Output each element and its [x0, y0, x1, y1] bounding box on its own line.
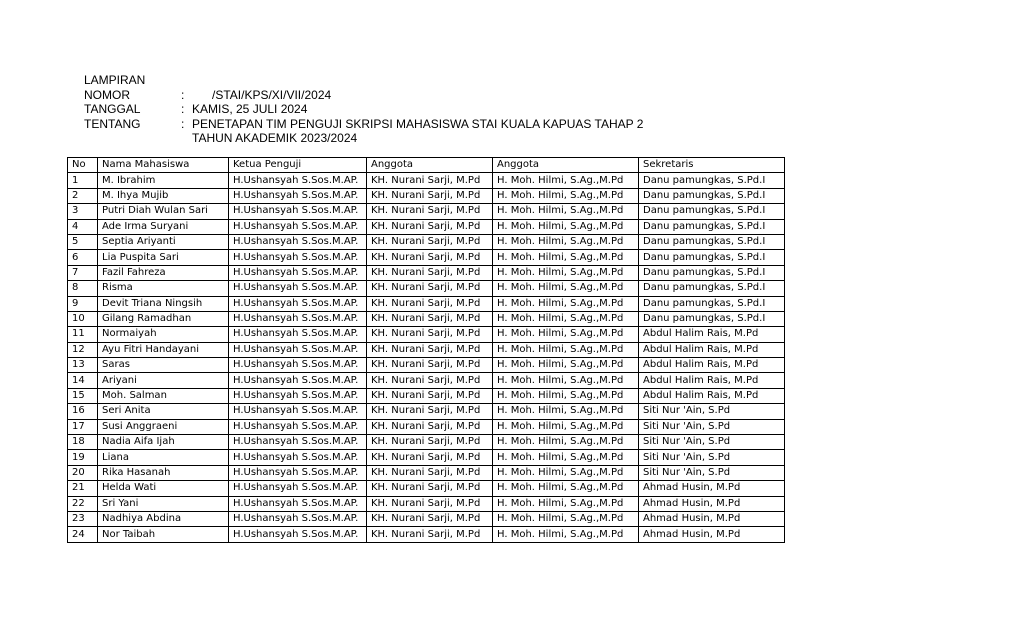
cell-sekretaris: Abdul Halim Rais, M.Pd: [639, 358, 785, 373]
col-header-anggota-2: Anggota: [493, 158, 639, 173]
cell-anggota-2: H. Moh. Hilmi, S.Ag.,M.Pd: [493, 358, 639, 373]
cell-sekretaris: Siti Nur 'Ain, S.Pd: [639, 435, 785, 450]
cell-sekretaris: Abdul Halim Rais, M.Pd: [639, 373, 785, 388]
cell-ketua: H.Ushansyah S.Sos.M.AP.: [229, 388, 367, 403]
cell-anggota-1: KH. Nurani Sarji, M.Pd: [367, 373, 493, 388]
cell-anggota-1: KH. Nurani Sarji, M.Pd: [367, 404, 493, 419]
cell-sekretaris: Siti Nur 'Ain, S.Pd: [639, 419, 785, 434]
cell-no: 9: [68, 296, 98, 311]
cell-ketua: H.Ushansyah S.Sos.M.AP.: [229, 465, 367, 480]
cell-nama: Septia Ariyanti: [98, 234, 229, 249]
cell-no: 8: [68, 281, 98, 296]
table-row: [68, 373, 785, 388]
cell-no: 10: [68, 311, 98, 326]
cell-no: 2: [68, 188, 98, 203]
cell-nama: Nadia Aifa Ijah: [98, 435, 229, 450]
cell-no: 19: [68, 450, 98, 465]
cell-ketua: H.Ushansyah S.Sos.M.AP.: [229, 450, 367, 465]
cell-sekretaris: Abdul Halim Rais, M.Pd: [639, 327, 785, 342]
document-header: [84, 73, 643, 146]
table-row: [68, 419, 785, 434]
cell-no: 20: [68, 465, 98, 480]
col-header-no: No: [68, 158, 98, 173]
table-header-row: [68, 158, 785, 173]
cell-ketua: H.Ushansyah S.Sos.M.AP.: [229, 511, 367, 526]
table-row: [68, 219, 785, 234]
cell-anggota-2: H. Moh. Hilmi, S.Ag.,M.Pd: [493, 173, 639, 188]
nomor-colon: :: [181, 87, 185, 102]
tanggal-label: TANGGAL: [84, 102, 141, 116]
table-row: [68, 327, 785, 342]
tentang-continuation: TAHUN AKADEMIK 2023/2024: [192, 131, 358, 145]
cell-nama: Sri Yani: [98, 496, 229, 511]
table-row: [68, 404, 785, 419]
cell-anggota-1: KH. Nurani Sarji, M.Pd: [367, 219, 493, 234]
cell-ketua: H.Ushansyah S.Sos.M.AP.: [229, 188, 367, 203]
cell-no: 14: [68, 373, 98, 388]
cell-anggota-1: KH. Nurani Sarji, M.Pd: [367, 496, 493, 511]
cell-anggota-1: KH. Nurani Sarji, M.Pd: [367, 511, 493, 526]
cell-sekretaris: Danu pamungkas, S.Pd.I: [639, 204, 785, 219]
cell-ketua: H.Ushansyah S.Sos.M.AP.: [229, 327, 367, 342]
cell-nama: Gilang Ramadhan: [98, 311, 229, 326]
cell-anggota-1: KH. Nurani Sarji, M.Pd: [367, 465, 493, 480]
cell-sekretaris: Danu pamungkas, S.Pd.I: [639, 250, 785, 265]
header-row-nomor: [84, 88, 643, 103]
cell-nama: Saras: [98, 358, 229, 373]
cell-anggota-2: H. Moh. Hilmi, S.Ag.,M.Pd: [493, 404, 639, 419]
cell-nama: M. Ihya Mujib: [98, 188, 229, 203]
cell-nama: Nadhiya Abdina: [98, 511, 229, 526]
cell-sekretaris: Abdul Halim Rais, M.Pd: [639, 342, 785, 357]
cell-nama: Seri Anita: [98, 404, 229, 419]
cell-ketua: H.Ushansyah S.Sos.M.AP.: [229, 527, 367, 542]
cell-ketua: H.Ushansyah S.Sos.M.AP.: [229, 311, 367, 326]
cell-sekretaris: Ahmad Husin, M.Pd: [639, 511, 785, 526]
cell-no: 3: [68, 204, 98, 219]
cell-anggota-2: H. Moh. Hilmi, S.Ag.,M.Pd: [493, 234, 639, 249]
cell-sekretaris: Siti Nur 'Ain, S.Pd: [639, 404, 785, 419]
cell-no: 6: [68, 250, 98, 265]
table-row: [68, 234, 785, 249]
cell-anggota-1: KH. Nurani Sarji, M.Pd: [367, 204, 493, 219]
tanggal-value: KAMIS, 25 JULI 2024: [192, 102, 308, 116]
cell-anggota-2: H. Moh. Hilmi, S.Ag.,M.Pd: [493, 296, 639, 311]
cell-sekretaris: Ahmad Husin, M.Pd: [639, 496, 785, 511]
cell-anggota-2: H. Moh. Hilmi, S.Ag.,M.Pd: [493, 265, 639, 280]
cell-anggota-2: H. Moh. Hilmi, S.Ag.,M.Pd: [493, 527, 639, 542]
cell-no: 11: [68, 327, 98, 342]
cell-no: 1: [68, 173, 98, 188]
cell-anggota-2: H. Moh. Hilmi, S.Ag.,M.Pd: [493, 419, 639, 434]
cell-anggota-1: KH. Nurani Sarji, M.Pd: [367, 388, 493, 403]
cell-anggota-2: H. Moh. Hilmi, S.Ag.,M.Pd: [493, 373, 639, 388]
cell-sekretaris: Danu pamungkas, S.Pd.I: [639, 188, 785, 203]
table-row: [68, 250, 785, 265]
cell-nama: Liana: [98, 450, 229, 465]
cell-nama: Fazil Fahreza: [98, 265, 229, 280]
table-row: [68, 342, 785, 357]
cell-ketua: H.Ushansyah S.Sos.M.AP.: [229, 373, 367, 388]
table-row: [68, 296, 785, 311]
cell-anggota-1: KH. Nurani Sarji, M.Pd: [367, 311, 493, 326]
cell-anggota-2: H. Moh. Hilmi, S.Ag.,M.Pd: [493, 219, 639, 234]
cell-sekretaris: Danu pamungkas, S.Pd.I: [639, 281, 785, 296]
cell-ketua: H.Ushansyah S.Sos.M.AP.: [229, 404, 367, 419]
cell-sekretaris: Danu pamungkas, S.Pd.I: [639, 219, 785, 234]
cell-anggota-2: H. Moh. Hilmi, S.Ag.,M.Pd: [493, 435, 639, 450]
cell-no: 15: [68, 388, 98, 403]
table-row: [68, 265, 785, 280]
table-row: [68, 311, 785, 326]
cell-no: 21: [68, 481, 98, 496]
header-title: [84, 73, 643, 88]
cell-nama: Putri Diah Wulan Sari: [98, 204, 229, 219]
cell-anggota-2: H. Moh. Hilmi, S.Ag.,M.Pd: [493, 465, 639, 480]
cell-anggota-1: KH. Nurani Sarji, M.Pd: [367, 188, 493, 203]
cell-sekretaris: Ahmad Husin, M.Pd: [639, 481, 785, 496]
tentang-colon: :: [181, 116, 185, 131]
cell-anggota-1: KH. Nurani Sarji, M.Pd: [367, 527, 493, 542]
table-row: [68, 527, 785, 542]
cell-anggota-1: KH. Nurani Sarji, M.Pd: [367, 234, 493, 249]
cell-ketua: H.Ushansyah S.Sos.M.AP.: [229, 358, 367, 373]
tentang-value: PENETAPAN TIM PENGUJI SKRIPSI MAHASISWA STAI KUALA KAPUAS TAHAP 2: [192, 116, 644, 131]
cell-ketua: H.Ushansyah S.Sos.M.AP.: [229, 250, 367, 265]
cell-no: 23: [68, 511, 98, 526]
cell-nama: Normaiyah: [98, 327, 229, 342]
cell-anggota-2: H. Moh. Hilmi, S.Ag.,M.Pd: [493, 281, 639, 296]
table-row: [68, 358, 785, 373]
cell-no: 5: [68, 234, 98, 249]
cell-anggota-1: KH. Nurani Sarji, M.Pd: [367, 358, 493, 373]
cell-nama: Rika Hasanah: [98, 465, 229, 480]
table-row: [68, 435, 785, 450]
cell-sekretaris: Siti Nur 'Ain, S.Pd: [639, 465, 785, 480]
cell-anggota-2: H. Moh. Hilmi, S.Ag.,M.Pd: [493, 450, 639, 465]
table-body: [68, 173, 785, 542]
cell-anggota-2: H. Moh. Hilmi, S.Ag.,M.Pd: [493, 250, 639, 265]
cell-nama: Susi Anggraeni: [98, 419, 229, 434]
cell-ketua: H.Ushansyah S.Sos.M.AP.: [229, 342, 367, 357]
cell-sekretaris: Siti Nur 'Ain, S.Pd: [639, 450, 785, 465]
cell-sekretaris: Abdul Halim Rais, M.Pd: [639, 388, 785, 403]
col-header-sekretaris: Sekretaris: [639, 158, 785, 173]
cell-anggota-1: KH. Nurani Sarji, M.Pd: [367, 281, 493, 296]
cell-sekretaris: Danu pamungkas, S.Pd.I: [639, 311, 785, 326]
table-row: [68, 481, 785, 496]
cell-nama: M. Ibrahim: [98, 173, 229, 188]
cell-no: 16: [68, 404, 98, 419]
col-header-ketua: Ketua Penguji: [229, 158, 367, 173]
col-header-nama: Nama Mahasiswa: [98, 158, 229, 173]
header-row-tentang: [84, 117, 643, 132]
table-row: [68, 204, 785, 219]
cell-anggota-2: H. Moh. Hilmi, S.Ag.,M.Pd: [493, 388, 639, 403]
nomor-label: NOMOR: [84, 87, 130, 102]
table-row: [68, 173, 785, 188]
cell-ketua: H.Ushansyah S.Sos.M.AP.: [229, 204, 367, 219]
cell-nama: Nor Taibah: [98, 527, 229, 542]
table-row: [68, 511, 785, 526]
col-header-anggota-1: Anggota: [367, 158, 493, 173]
table-row: [68, 281, 785, 296]
cell-anggota-2: H. Moh. Hilmi, S.Ag.,M.Pd: [493, 496, 639, 511]
table-row: [68, 465, 785, 480]
cell-no: 22: [68, 496, 98, 511]
cell-ketua: H.Ushansyah S.Sos.M.AP.: [229, 173, 367, 188]
cell-ketua: H.Ushansyah S.Sos.M.AP.: [229, 435, 367, 450]
cell-ketua: H.Ushansyah S.Sos.M.AP.: [229, 234, 367, 249]
cell-sekretaris: Danu pamungkas, S.Pd.I: [639, 234, 785, 249]
examiner-table: [67, 157, 785, 543]
cell-sekretaris: Danu pamungkas, S.Pd.I: [639, 265, 785, 280]
nomor-value: /STAI/KPS/XI/VII/2024: [212, 87, 332, 102]
cell-anggota-2: H. Moh. Hilmi, S.Ag.,M.Pd: [493, 188, 639, 203]
cell-no: 7: [68, 265, 98, 280]
cell-nama: Moh. Salman: [98, 388, 229, 403]
cell-sekretaris: Danu pamungkas, S.Pd.I: [639, 296, 785, 311]
cell-no: 13: [68, 358, 98, 373]
cell-anggota-2: H. Moh. Hilmi, S.Ag.,M.Pd: [493, 311, 639, 326]
cell-anggota-2: H. Moh. Hilmi, S.Ag.,M.Pd: [493, 342, 639, 357]
table-row: [68, 496, 785, 511]
cell-nama: Devit Triana Ningsih: [98, 296, 229, 311]
cell-no: 12: [68, 342, 98, 357]
header-row-tanggal: [84, 102, 643, 117]
cell-anggota-1: KH. Nurani Sarji, M.Pd: [367, 173, 493, 188]
cell-ketua: H.Ushansyah S.Sos.M.AP.: [229, 219, 367, 234]
tentang-continuation-row: [84, 131, 643, 146]
cell-anggota-2: H. Moh. Hilmi, S.Ag.,M.Pd: [493, 511, 639, 526]
cell-anggota-1: KH. Nurani Sarji, M.Pd: [367, 327, 493, 342]
cell-sekretaris: Ahmad Husin, M.Pd: [639, 527, 785, 542]
cell-ketua: H.Ushansyah S.Sos.M.AP.: [229, 496, 367, 511]
cell-ketua: H.Ushansyah S.Sos.M.AP.: [229, 281, 367, 296]
table-row: [68, 188, 785, 203]
cell-anggota-2: H. Moh. Hilmi, S.Ag.,M.Pd: [493, 204, 639, 219]
cell-ketua: H.Ushansyah S.Sos.M.AP.: [229, 296, 367, 311]
cell-no: 18: [68, 435, 98, 450]
cell-anggota-1: KH. Nurani Sarji, M.Pd: [367, 419, 493, 434]
lampiran-label: LAMPIRAN: [84, 73, 146, 87]
cell-anggota-1: KH. Nurani Sarji, M.Pd: [367, 265, 493, 280]
tanggal-colon: :: [181, 102, 185, 116]
cell-ketua: H.Ushansyah S.Sos.M.AP.: [229, 265, 367, 280]
cell-sekretaris: Danu pamungkas, S.Pd.I: [639, 173, 785, 188]
cell-no: 24: [68, 527, 98, 542]
table-row: [68, 450, 785, 465]
cell-nama: Ariyani: [98, 373, 229, 388]
cell-anggota-2: H. Moh. Hilmi, S.Ag.,M.Pd: [493, 327, 639, 342]
cell-ketua: H.Ushansyah S.Sos.M.AP.: [229, 419, 367, 434]
cell-anggota-1: KH. Nurani Sarji, M.Pd: [367, 342, 493, 357]
cell-no: 17: [68, 419, 98, 434]
table-row: [68, 388, 785, 403]
cell-anggota-1: KH. Nurani Sarji, M.Pd: [367, 450, 493, 465]
cell-nama: Risma: [98, 281, 229, 296]
tentang-label: TENTANG: [84, 116, 141, 131]
cell-nama: Ayu Fitri Handayani: [98, 342, 229, 357]
cell-no: 4: [68, 219, 98, 234]
cell-nama: Lia Puspita Sari: [98, 250, 229, 265]
cell-anggota-1: KH. Nurani Sarji, M.Pd: [367, 296, 493, 311]
cell-nama: Helda Wati: [98, 481, 229, 496]
cell-nama: Ade Irma Suryani: [98, 219, 229, 234]
cell-ketua: H.Ushansyah S.Sos.M.AP.: [229, 481, 367, 496]
cell-anggota-1: KH. Nurani Sarji, M.Pd: [367, 250, 493, 265]
cell-anggota-1: KH. Nurani Sarji, M.Pd: [367, 481, 493, 496]
cell-anggota-2: H. Moh. Hilmi, S.Ag.,M.Pd: [493, 481, 639, 496]
cell-anggota-1: KH. Nurani Sarji, M.Pd: [367, 435, 493, 450]
